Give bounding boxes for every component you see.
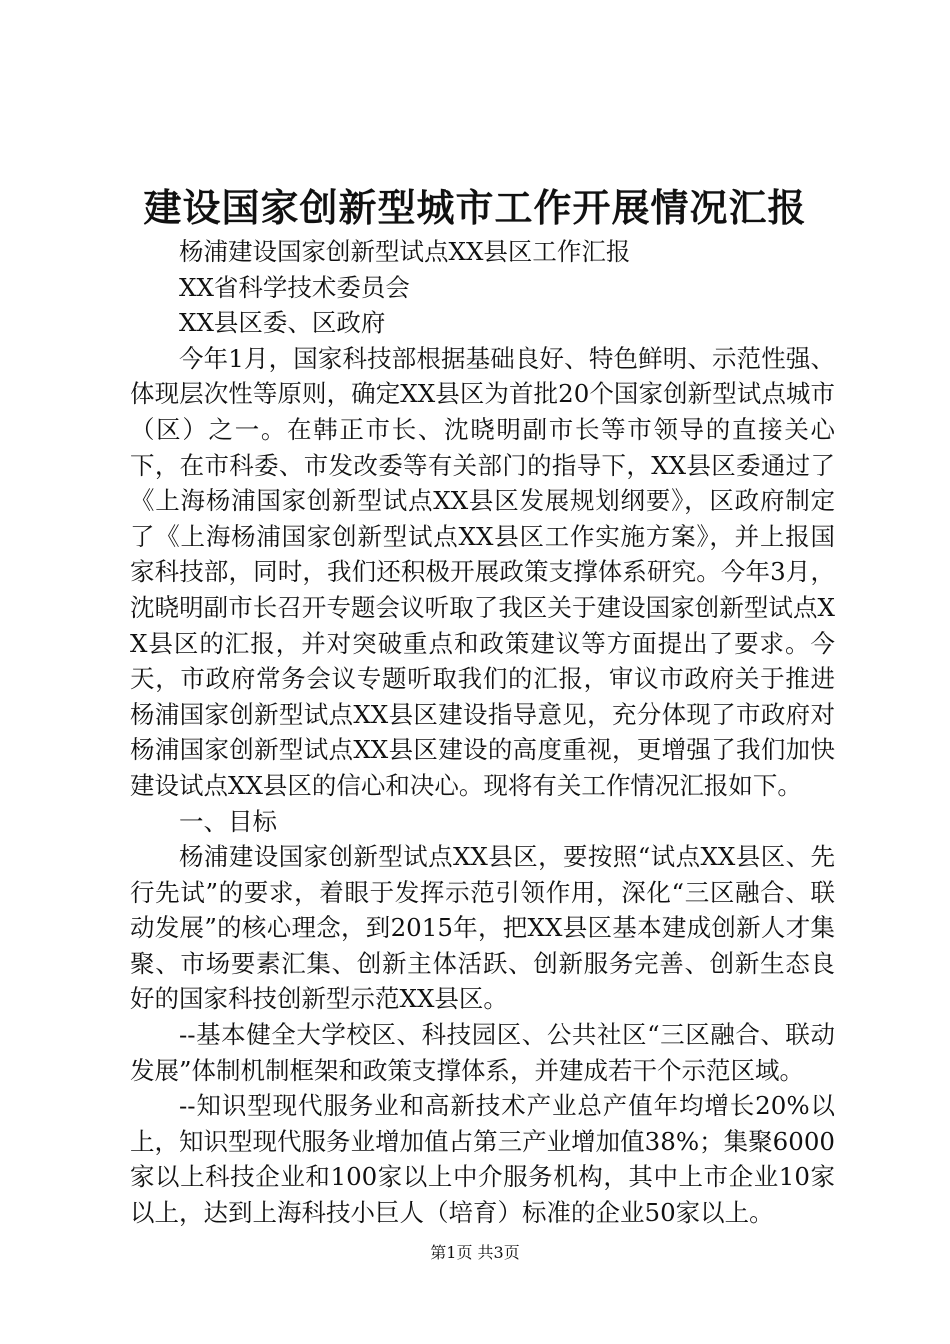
paragraph-body: 今年1月，国家科技部根据基础良好、特色鲜明、示范性强、体现层次性等原则，确定XX县区为首批20个国家创新型试点城市（区）之一。在韩正市长、沈晓明副市长等市领导的直接关心下，在市科委、市发改委等有关部门的指导下，XX县区委通过了《上海杨浦国家创新型试点XX县区发展规划纲要》，区政府制定了《上海杨浦国家创新型试点XX县区工作实施方案》，并上报国家科技部，同时，我们还积极开展政策支撑体系研究。今年3月，沈晓明副市长召开专题会议听取了我区关于建设国家创新型试点XX县区的汇报，并对突破重点和政策建议等方面提出了要求。今天，市政府常务会议专题听取我们的汇报，审议市政府关于推进杨浦国家创新型试点XX县区建设指导意见，充分体现了市政府对杨浦国家创新型试点XX县区建设的高度重视，更增强了我们加快建设试点XX县区的信心和决心。现将有关工作情况汇报如下。 [130,343,835,800]
section-heading: 一、目标 [179,806,277,836]
document-title: 建设国家创新型城市工作开展情况汇报 [143,185,807,230]
paragraph-issuer: XX省科学技术委员会 [179,272,410,302]
paragraph-body: --基本健全大学校区、科技园区、公共社区“三区融合、联动发展”体制机制框架和政策支撑体系，并建成若干个示范区域。 [130,1020,835,1085]
paragraph-body: --知识型现代服务业和高新技术产业总产值年均增长20%以上，知识型现代服务业增加值占第三产业增加值38%；集聚6000家以上科技企业和100家以上中介服务机构，其中上市企业10家以上，达到上海科技小巨人（培育）标准的企业50家以上。 [130,1091,835,1228]
document-body [130,234,835,1231]
paragraph-heading-line: 杨浦建设国家创新型试点XX县区工作汇报 [179,237,631,266]
page-number-footer: 第1页 共3页 [430,1243,520,1262]
paragraph-issuer: XX县区委、区政府 [179,308,386,338]
paragraph-body: 杨浦建设国家创新型试点XX县区，要按照“试点XX县区、先行先试”的要求，着眼于发挥示范引领作用，深化“三区融合、联动发展”的核心理念，到2015年，把XX县区基本建成创新人才集聚、市场要素汇集、创新主体活跃、创新服务完善、创新生态良好的国家科技创新型示范XX县区。 [130,842,835,1014]
